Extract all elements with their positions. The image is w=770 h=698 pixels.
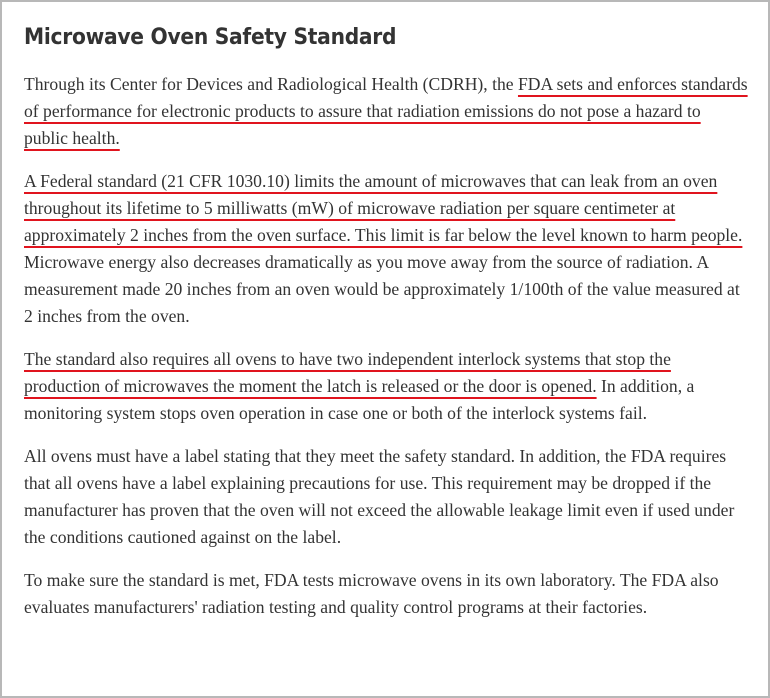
paragraph-text: To make sure the standard is met, FDA tests microwave ovens in its own laboratory. The FDA also evaluates manufacturers' radiation testing and quality control programs at their factories. xyxy=(24,570,719,617)
paragraph-fda-testing xyxy=(24,567,748,621)
underlined-passage: The standard also requires all ovens to have two independent interlock systems that stop the production of microwaves the moment the latch is released or the door is opened. xyxy=(24,349,671,396)
underlined-passage: A Federal standard (21 CFR 1030.10) limits the amount of microwaves that can leak from an oven throughout its lifetime to 5 milliwatts (mW) of microwave radiation per square centimeter at approximately 2 inches from the oven surface. This limit is far below the level known to harm people. xyxy=(24,171,743,245)
paragraph-cdrh xyxy=(24,71,748,152)
page-title: Microwave Oven Safety Standard xyxy=(24,25,397,50)
paragraph-federal-standard xyxy=(24,168,748,330)
article xyxy=(24,22,748,637)
paragraph-text: Through its Center for Devices and Radiological Health (CDRH), the xyxy=(24,74,518,94)
paragraph-labels xyxy=(24,443,748,551)
paragraph-text: Microwave energy also decreases dramatically as you move away from the source of radiation. A measurement made 20 inches from an oven would be approximately 1/100th of the value measured at 2 inches from the oven. xyxy=(24,252,740,326)
underlined-passage: FDA sets and enforces standards of performance for electronic products to assure that radiation emissions do not pose a hazard to public health. xyxy=(24,74,748,148)
paragraph-text: All ovens must have a label stating that they meet the safety standard. In addition, the FDA requires that all ovens have a label explaining precautions for use. This requirement may be dropped if the manufacturer has proven that the oven will not exceed the allowable leakage limit even if used under the conditions cautioned against on the label. xyxy=(24,446,735,547)
paragraph-interlock xyxy=(24,346,748,427)
paragraph-text: In addition, a monitoring system stops oven operation in case one or both of the interlock systems fail. xyxy=(24,376,695,423)
